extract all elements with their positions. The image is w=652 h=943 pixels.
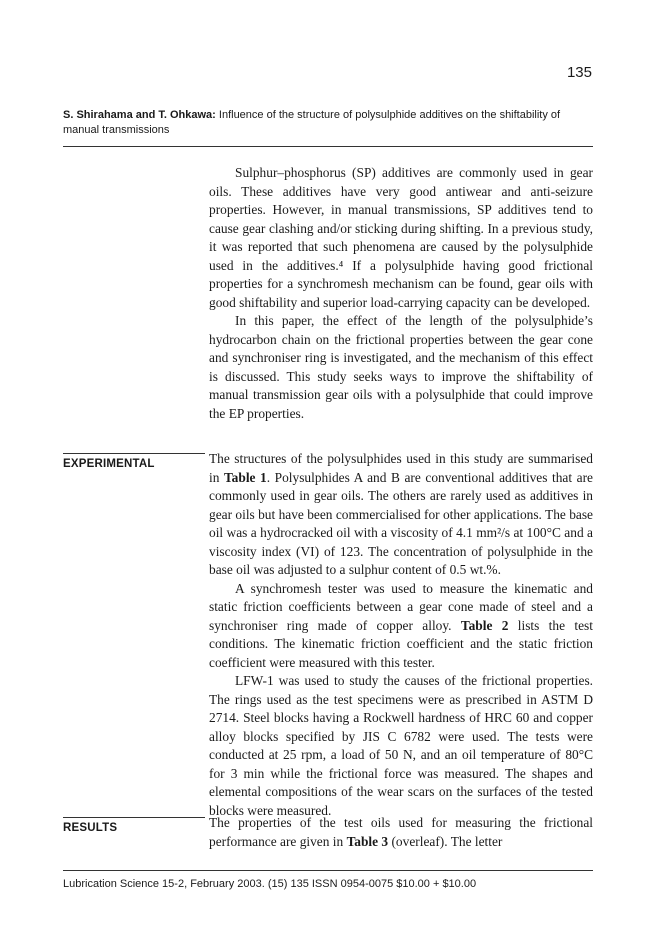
results-rule bbox=[63, 817, 205, 818]
experimental-p1-text-a: The structures of the polysulphides used in this study are summarised in bbox=[209, 451, 593, 485]
experimental-p2-text-b: lists the test conditions. The kinematic friction coefficient and the static friction coefficient were measured with this tester. bbox=[209, 617, 593, 670]
table-3-reference: Table 3 bbox=[346, 833, 389, 849]
intro-paragraph-1: Sulphur–phosphorus (SP) additives are commonly used in gear oils. These additives have very good antiwear and anti-seizure properties. However, in manual transmissions, SP additives tend to cause gear clashing and/or sticking during shifting. In a previous study, it was reported that such phenomena are caused by the polysulphide used in the additives.⁴ If a polysulphide having good frictional properties for a synchromesh mechanism can be found, gear oils with good shiftability and superior load-carrying capacity can be developed. bbox=[209, 165, 593, 310]
header-rule bbox=[63, 146, 593, 147]
experimental-paragraph-1 bbox=[209, 450, 593, 580]
footer-rule bbox=[63, 870, 593, 871]
experimental-rule bbox=[63, 453, 205, 454]
running-head-authors: S. Shirahama and T. Ohkawa: bbox=[63, 109, 216, 121]
intro-paragraph-2: In this paper, the effect of the length of the polysulphide’s hydrocarbon chain on the frictional properties between the gear cone and synchroniser ring is investigated, and the mechanism of this effect is discussed. This study seeks ways to improve the shiftability of manual transmission gear oils with a polysulphide that could improve the EP properties. bbox=[209, 313, 593, 421]
table-1-reference: Table 1 bbox=[223, 469, 267, 485]
experimental-paragraph-2 bbox=[209, 580, 593, 673]
introduction-section bbox=[209, 164, 593, 423]
running-head bbox=[63, 108, 595, 138]
experimental-heading: EXPERIMENTAL bbox=[63, 458, 155, 470]
footer-citation: Lubrication Science 15-2, February 2003. (15) 135 ISSN 0954-0075 $10.00 + $10.00 bbox=[63, 878, 477, 890]
results-p1-text-b: (overleaf). The letter bbox=[388, 833, 503, 849]
experimental-p2-text-a: A synchromesh tester was used to measure the kinematic and static friction coefficients between a gear cone made of steel and a synchroniser ring made of copper alloy. bbox=[209, 580, 593, 633]
table-2-reference: Table 2 bbox=[460, 617, 509, 633]
running-head-title: Influence of the structure of polysulphide additives on the shiftability of manual transmissions bbox=[63, 109, 561, 136]
results-section bbox=[209, 814, 593, 851]
page-number: 135 bbox=[566, 64, 592, 81]
experimental-p1-text-b: . Polysulphides A and B are conventional additives that are commonly used in gear oils. The others are rarely used as additives in gear oils but have been commercialised for other applications. The base oil was a hydrocracked oil with a viscosity of 4.1 mm²/s at 100°C and a viscosity index (VI) of 123. The concentration of polysulphide in the base oil was adjusted to a sulphur content of 0.5 wt.%. bbox=[209, 469, 594, 577]
experimental-section bbox=[209, 450, 593, 820]
experimental-paragraph-3: LFW-1 was used to study the causes of the frictional properties. The rings used as the test specimens were as prescribed in ASTM D 2714. Steel blocks having a Rockwell hardness of HRC 60 and copper alloy blocks specified by JIS C 6782 were used. The tests were conducted at 25 rpm, a load of 50 N, and an oil temperature of 80°C for 3 min while the frictional force was measured. The shapes and elemental compositions of the wear scars on the surfaces of the tested blocks were measured. bbox=[209, 673, 593, 818]
results-p1-text-a: The properties of the test oils used for measuring the frictional performance are given in bbox=[209, 815, 593, 849]
results-paragraph-1 bbox=[209, 814, 593, 851]
results-heading: RESULTS bbox=[63, 822, 118, 834]
